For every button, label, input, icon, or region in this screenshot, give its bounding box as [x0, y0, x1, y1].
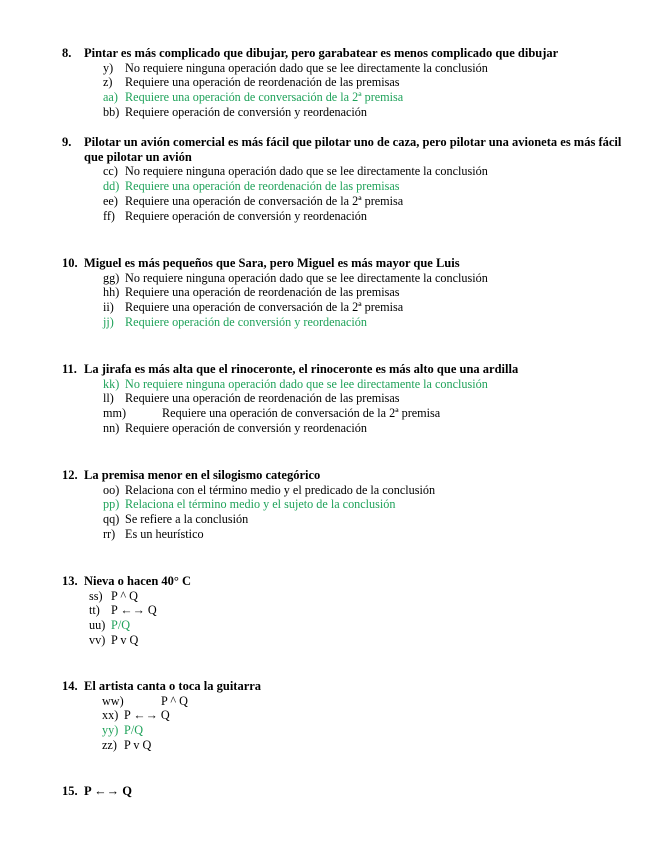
- options-list: [103, 164, 622, 223]
- option-ll: [103, 391, 622, 406]
- option-text: P/Q: [124, 723, 144, 738]
- option-letter: y): [103, 60, 114, 75]
- option-text: P ^ Q: [111, 588, 138, 603]
- option-text: Requiere una operación de conversación de la 2ª premisa: [125, 90, 404, 105]
- options-list: [102, 694, 622, 753]
- option-letter: rr): [103, 526, 116, 541]
- option-letter: ff): [103, 208, 115, 223]
- option-letter: cc): [103, 164, 118, 179]
- question-text: P ←→ Q: [84, 784, 132, 798]
- option-text: Requiere operación de conversión y reordenación: [125, 314, 367, 329]
- option-letter: qq): [103, 512, 120, 527]
- option-xx: [102, 708, 622, 723]
- option-text: Relaciona con el término medio y el predicado de la conclusión: [125, 482, 436, 497]
- option-text: Requiere operación de conversión y reordenación: [125, 420, 367, 435]
- option-nn: [103, 421, 622, 436]
- question-title: [62, 135, 622, 164]
- option-letter: dd): [103, 178, 120, 193]
- options-list: [103, 61, 622, 120]
- option-aa-correct: [103, 90, 622, 105]
- question-number: 13.: [62, 574, 78, 588]
- option-dd-correct: [103, 179, 622, 194]
- option-text: Requiere una operación de conversación de la 2ª premisa: [162, 406, 441, 421]
- question-11: [62, 362, 622, 436]
- option-text: Se refiere a la conclusión: [125, 512, 249, 527]
- question-12: [62, 468, 622, 542]
- question-8: [62, 46, 622, 120]
- option-letter: ii): [103, 300, 114, 315]
- question-number: 8.: [62, 46, 72, 60]
- option-z: [103, 75, 622, 90]
- option-text: No requiere ninguna operación dado que se lee directamente la conclusión: [125, 60, 488, 75]
- question-text: La jirafa es más alta que el rinoceronte, el rinoceronte es más alto que una ardilla: [84, 362, 519, 376]
- option-letter: ss): [89, 588, 103, 603]
- option-zz: [102, 738, 622, 753]
- question-title: [62, 362, 622, 377]
- option-letter: ww): [102, 693, 124, 708]
- question-9: [62, 135, 622, 223]
- option-oo: [103, 483, 622, 498]
- option-ff: [103, 209, 622, 224]
- option-rr: [103, 527, 622, 542]
- question-text: Nieva o hacen 40° C: [84, 574, 192, 588]
- option-tt: [89, 603, 622, 618]
- question-10: [62, 256, 622, 330]
- question-text: El artista canta o toca la guitarra: [84, 679, 262, 693]
- option-text: Requiere una operación de reordenación de las premisas: [125, 285, 400, 300]
- option-letter: ee): [103, 193, 118, 208]
- option-letter: nn): [103, 420, 120, 435]
- question-13: [62, 574, 622, 648]
- option-text: P v Q: [124, 737, 152, 752]
- option-text: P v Q: [111, 632, 139, 647]
- question-number: 9.: [62, 135, 72, 149]
- option-qq: [103, 512, 622, 527]
- option-text: Requiere una operación de reordenación de las premisas: [125, 178, 400, 193]
- option-text: Requiere una operación de conversación de la 2ª premisa: [125, 193, 404, 208]
- option-text: Es un heurístico: [125, 526, 204, 541]
- option-text: No requiere ninguna operación dado que se lee directamente la conclusión: [125, 376, 488, 391]
- option-hh: [103, 285, 622, 300]
- option-letter: oo): [103, 482, 120, 497]
- question-number: 15.: [62, 784, 78, 798]
- option-text: Requiere una operación de conversación de la 2ª premisa: [125, 300, 404, 315]
- option-letter: gg): [103, 270, 120, 285]
- option-ss: [89, 589, 622, 604]
- option-ww: [102, 694, 622, 709]
- option-letter: z): [103, 75, 113, 90]
- option-gg: [103, 271, 622, 286]
- question-number: 11.: [62, 362, 77, 376]
- options-list: [89, 589, 622, 648]
- option-cc: [103, 164, 622, 179]
- option-letter: bb): [103, 104, 120, 119]
- option-text: P/Q: [111, 618, 131, 633]
- option-text: P ^ Q: [161, 693, 188, 708]
- option-pp-correct: [103, 497, 622, 512]
- question-14: [62, 679, 622, 753]
- option-ii: [103, 300, 622, 315]
- options-list: [103, 483, 622, 542]
- option-letter: pp): [103, 497, 120, 512]
- option-uu-correct: [89, 618, 622, 633]
- option-y: [103, 61, 622, 76]
- option-letter: aa): [103, 90, 118, 105]
- options-list: [103, 271, 622, 330]
- option-bb: [103, 105, 622, 120]
- option-text: Requiere una operación de reordenación de las premisas: [125, 75, 400, 90]
- option-vv: [89, 633, 622, 648]
- option-text: P ←→ Q: [111, 603, 157, 618]
- question-title: [62, 679, 622, 694]
- question-number: 12.: [62, 468, 78, 482]
- question-title: [62, 468, 622, 483]
- option-letter: mm): [103, 406, 127, 421]
- option-text: Requiere operación de conversión y reordenación: [125, 208, 367, 223]
- question-number: 10.: [62, 256, 78, 270]
- question-15: [62, 784, 622, 799]
- option-letter: xx): [102, 708, 119, 723]
- option-text: No requiere ninguna operación dado que se lee directamente la conclusión: [125, 270, 488, 285]
- options-list: [103, 377, 622, 436]
- option-text: No requiere ninguna operación dado que se lee directamente la conclusión: [125, 164, 488, 179]
- question-title: [62, 784, 622, 799]
- option-letter: zz): [102, 737, 117, 752]
- option-text: Requiere operación de conversión y reordenación: [125, 104, 367, 119]
- option-letter: kk): [103, 376, 120, 391]
- option-letter: uu): [89, 618, 106, 633]
- question-number: 14.: [62, 679, 78, 693]
- question-title: [62, 574, 622, 589]
- option-letter: hh): [103, 285, 120, 300]
- option-text: Relaciona el término medio y el sujeto de la conclusión: [125, 497, 396, 512]
- option-text: Requiere una operación de reordenación de las premisas: [125, 391, 400, 406]
- question-text: La premisa menor en el silogismo categórico: [84, 468, 321, 482]
- question-text: Miguel es más pequeños que Sara, pero Miguel es más mayor que Luis: [84, 256, 460, 270]
- option-text: P ←→ Q: [124, 708, 170, 723]
- option-kk-correct: [103, 377, 622, 392]
- option-letter: tt): [89, 603, 100, 618]
- question-title: [62, 256, 622, 271]
- option-letter: yy): [102, 723, 119, 738]
- question-title: [62, 46, 622, 61]
- option-jj-correct: [103, 315, 622, 330]
- option-letter: jj): [103, 314, 114, 329]
- option-yy-correct: [102, 723, 622, 738]
- option-letter: ll): [103, 391, 114, 406]
- question-text: Pilotar un avión comercial es más fácil que pilotar uno de caza, pero pilotar una avioneta es más fácil que pilotar un avión: [84, 135, 622, 164]
- option-letter: vv): [89, 632, 106, 647]
- option-mm: [103, 406, 622, 421]
- option-ee: [103, 194, 622, 209]
- question-text: Pintar es más complicado que dibujar, pero garabatear es menos complicado que dibujar: [84, 46, 559, 60]
